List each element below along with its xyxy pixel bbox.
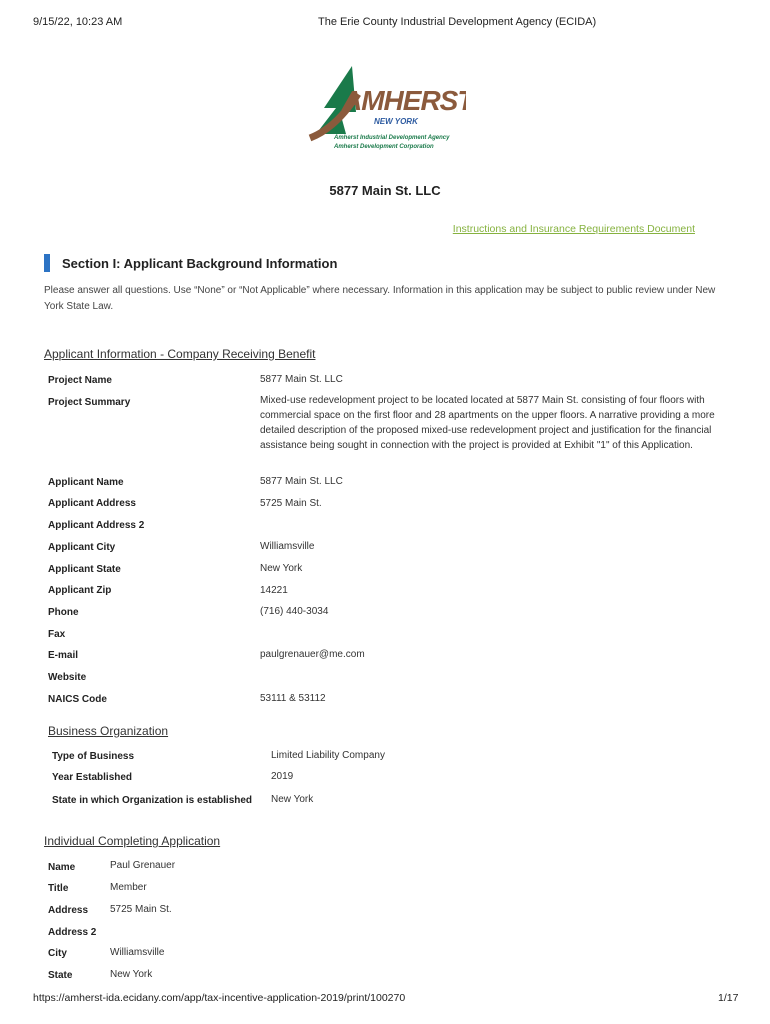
- individual-title-value: Member: [110, 882, 147, 893]
- project-name-value: 5877 Main St. LLC: [260, 374, 343, 385]
- applicant-city-value: Williamsville: [260, 541, 315, 552]
- naics-label: NAICS Code: [48, 694, 107, 705]
- year-established-value: 2019: [271, 771, 294, 782]
- applicant-address-value: 5725 Main St.: [260, 498, 322, 509]
- individual-address2-label: Address 2: [48, 927, 97, 938]
- project-summary-label: Project Summary: [48, 397, 131, 408]
- print-timestamp: 9/15/22, 10:23 AM: [33, 16, 123, 28]
- document-title: 5877 Main St. LLC: [329, 183, 441, 198]
- applicant-city-label: Applicant City: [48, 542, 116, 553]
- applicant-zip-value: 14221: [260, 585, 288, 596]
- individual-city-value: Williamsville: [110, 947, 165, 958]
- org-state-value: New York: [271, 794, 314, 805]
- page-number: 1/17: [718, 992, 739, 1004]
- amherst-logo: [306, 66, 466, 158]
- applicant-name-label: Applicant Name: [48, 477, 124, 488]
- individual-state-label: State: [48, 970, 73, 981]
- print-url: https://amherst-ida.ecidany.com/app/tax-incentive-application-2019/print/100270: [33, 992, 406, 1004]
- applicant-address-label: Applicant Address: [48, 498, 136, 509]
- section-title: Section I: Applicant Background Information: [62, 256, 338, 271]
- phone-value: (716) 440-3034: [260, 606, 329, 617]
- website-label: Website: [48, 672, 87, 683]
- applicant-info-heading: Applicant Information - Company Receiving Benefit: [44, 347, 316, 361]
- org-state-label: State in which Organization is established: [52, 795, 253, 806]
- project-name-label: Project Name: [48, 375, 112, 386]
- individual-name-value: Paul Grenauer: [110, 860, 176, 871]
- individual-name-label: Name: [48, 862, 76, 873]
- email-label: E-mail: [48, 650, 79, 661]
- business-org-heading: Business Organization: [48, 724, 169, 738]
- applicant-state-value: New York: [260, 563, 303, 574]
- email-value: paulgrenauer@me.com: [260, 649, 365, 660]
- section-intro: Please answer all questions. Use “None” or “Not Applicable” where necessary. Information in this application may be subject to public review under New York State Law.: [44, 285, 716, 312]
- applicant-zip-label: Applicant Zip: [48, 585, 112, 596]
- individual-state-value: New York: [110, 969, 153, 980]
- individual-address-value: 5725 Main St.: [110, 904, 172, 915]
- fax-label: Fax: [48, 629, 66, 640]
- year-established-label: Year Established: [52, 772, 133, 783]
- individual-heading: Individual Completing Application: [44, 834, 221, 848]
- logo-state: NEW YORK: [374, 117, 418, 126]
- business-type-label: Type of Business: [52, 751, 135, 762]
- applicant-name-value: 5877 Main St. LLC: [260, 476, 343, 487]
- logo-line1: Amherst Industrial Development Agency: [334, 135, 450, 141]
- individual-title-label: Title: [48, 883, 69, 894]
- print-page-title: The Erie County Industrial Development Agency (ECIDA): [318, 16, 597, 28]
- applicant-state-label: Applicant State: [48, 564, 121, 575]
- logo-wordmark: AMHERST: [342, 85, 466, 116]
- individual-address-label: Address: [48, 905, 89, 916]
- business-type-value: Limited Liability Company: [271, 750, 385, 761]
- instructions-link[interactable]: Instructions and Insurance Requirements Document: [452, 223, 695, 235]
- section-marker: [44, 254, 50, 272]
- phone-label: Phone: [48, 607, 79, 618]
- logo-line2: Amherst Development Corporation: [334, 144, 434, 150]
- project-summary-value: Mixed-use redevelopment project to be located located at 5877 Main St. consisting of four floors with commercial space on the first floor and 28 apartments on the upper floors. A narrative providing a more detailed description of the proposed mixed-use redevelopment project and justification for the financial assistance being sought in connection with the project is provided at Exhibit "1" of this Application.: [260, 395, 715, 451]
- applicant-address2-label: Applicant Address 2: [48, 520, 145, 531]
- individual-city-label: City: [48, 948, 67, 959]
- naics-value: 53111 & 53112: [260, 693, 326, 704]
